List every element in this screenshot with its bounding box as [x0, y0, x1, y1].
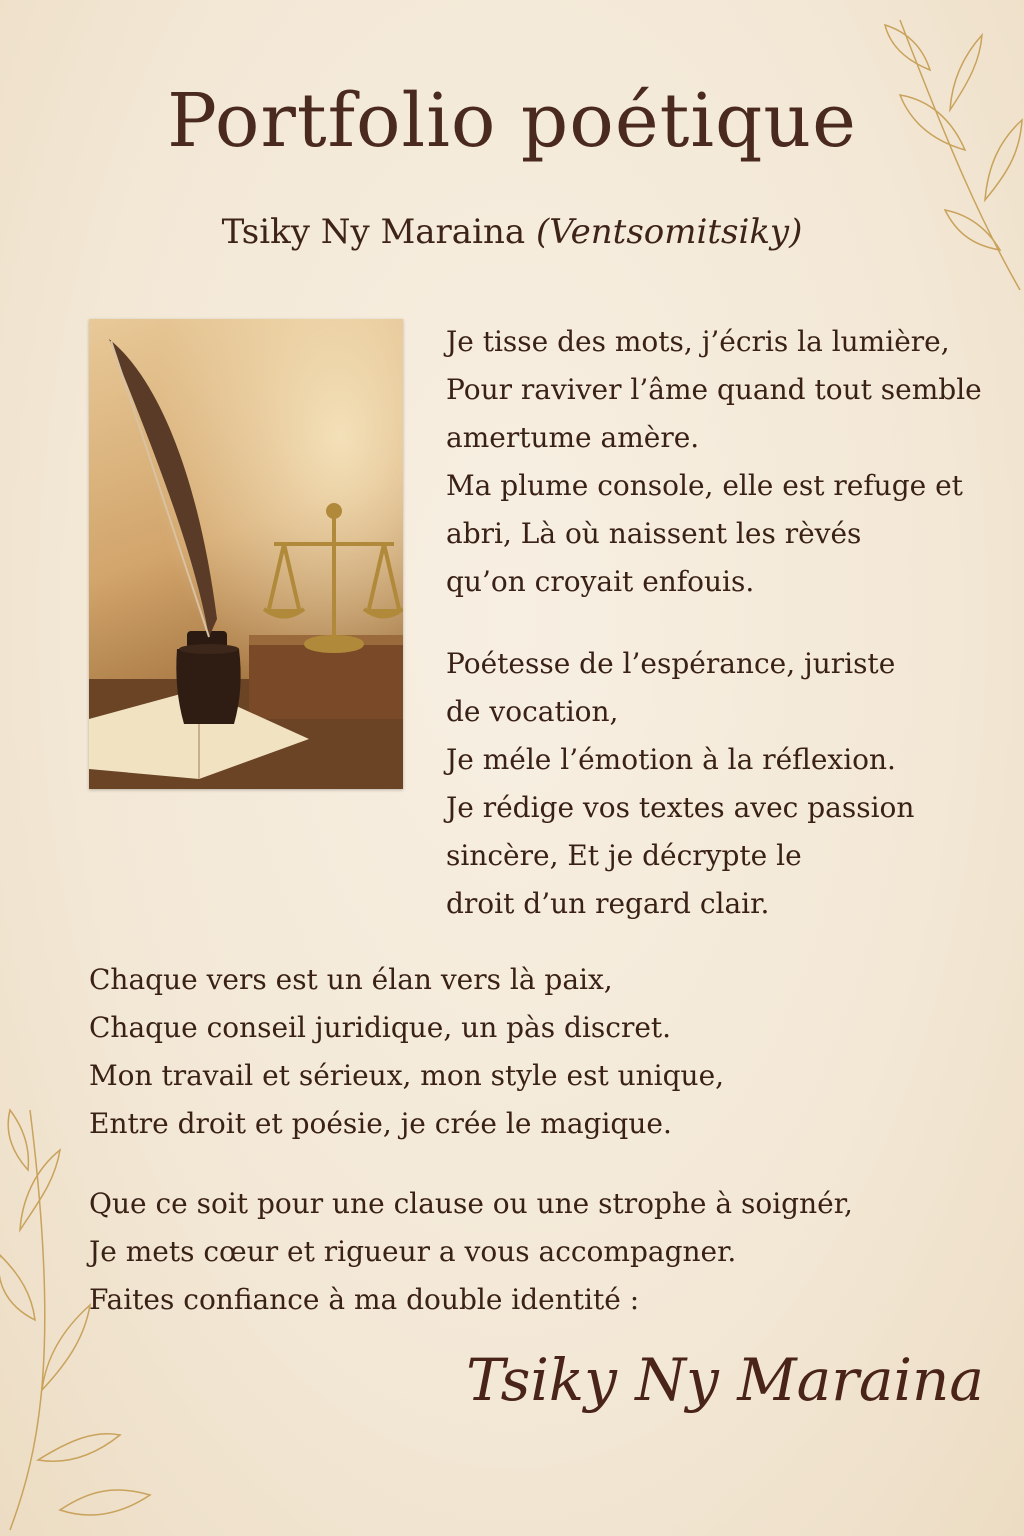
poem-stanza-2: [446, 640, 1011, 928]
poem-line: Ma plume console, elle est refuge et: [446, 469, 963, 502]
poem-line: Mon travail et sérieux, mon style est unique,: [89, 1059, 725, 1092]
author-subtitle: [0, 212, 1024, 252]
author-name: Tsiky Ny Maraina: [221, 212, 526, 252]
poem-line: Je mets cœur et rigueur a vous accompagner.: [89, 1235, 737, 1268]
quill-inkwell-scales-illustration: [89, 319, 403, 789]
poem-stanza-4: [89, 1180, 969, 1324]
poem-line: Je méle l’émotion à la réflexion.: [446, 743, 896, 776]
poem-stanza-1: [446, 318, 1011, 606]
poem-line: Je tisse des mots, j’écris la lumière,: [446, 325, 950, 358]
poem-line: Pour raviver l’âme quand tout semble: [446, 373, 982, 406]
poem-line: sincère, Et je décrypte le: [446, 839, 802, 872]
poem-line: qu’on croyait enfouis.: [446, 565, 755, 598]
quill-and-scales-photo: [89, 319, 403, 789]
author-pseudonym: (Ventsomitsiky): [535, 212, 803, 252]
poem-line: Chaque conseil juridique, un pàs discret.: [89, 1011, 672, 1044]
poem-line: Faites confiance à ma double identité :: [89, 1283, 640, 1316]
poem-line: Que ce soit pour une clause ou une strophe à soignér,: [89, 1187, 853, 1220]
poem-line: droit d’un regard clair.: [446, 887, 770, 920]
poem-line: Poétesse de l’espérance, juriste: [446, 647, 896, 680]
poem-line: Chaque vers est un élan vers là paix,: [89, 963, 613, 996]
poem-line: de vocation,: [446, 695, 619, 728]
page-title: Portfolio poétique: [167, 78, 857, 164]
author-signature: Tsiky Ny Maraina: [466, 1346, 984, 1414]
poem-line: Entre droit et poésie, je crée le magique.: [89, 1107, 672, 1140]
poem-line: amertume amère.: [446, 421, 700, 454]
poem-line: abri, Là où naissent les rèvés: [446, 517, 862, 550]
poem-line: Je rédige vos textes avec passion: [446, 791, 915, 824]
poem-stanza-3: [89, 956, 969, 1148]
